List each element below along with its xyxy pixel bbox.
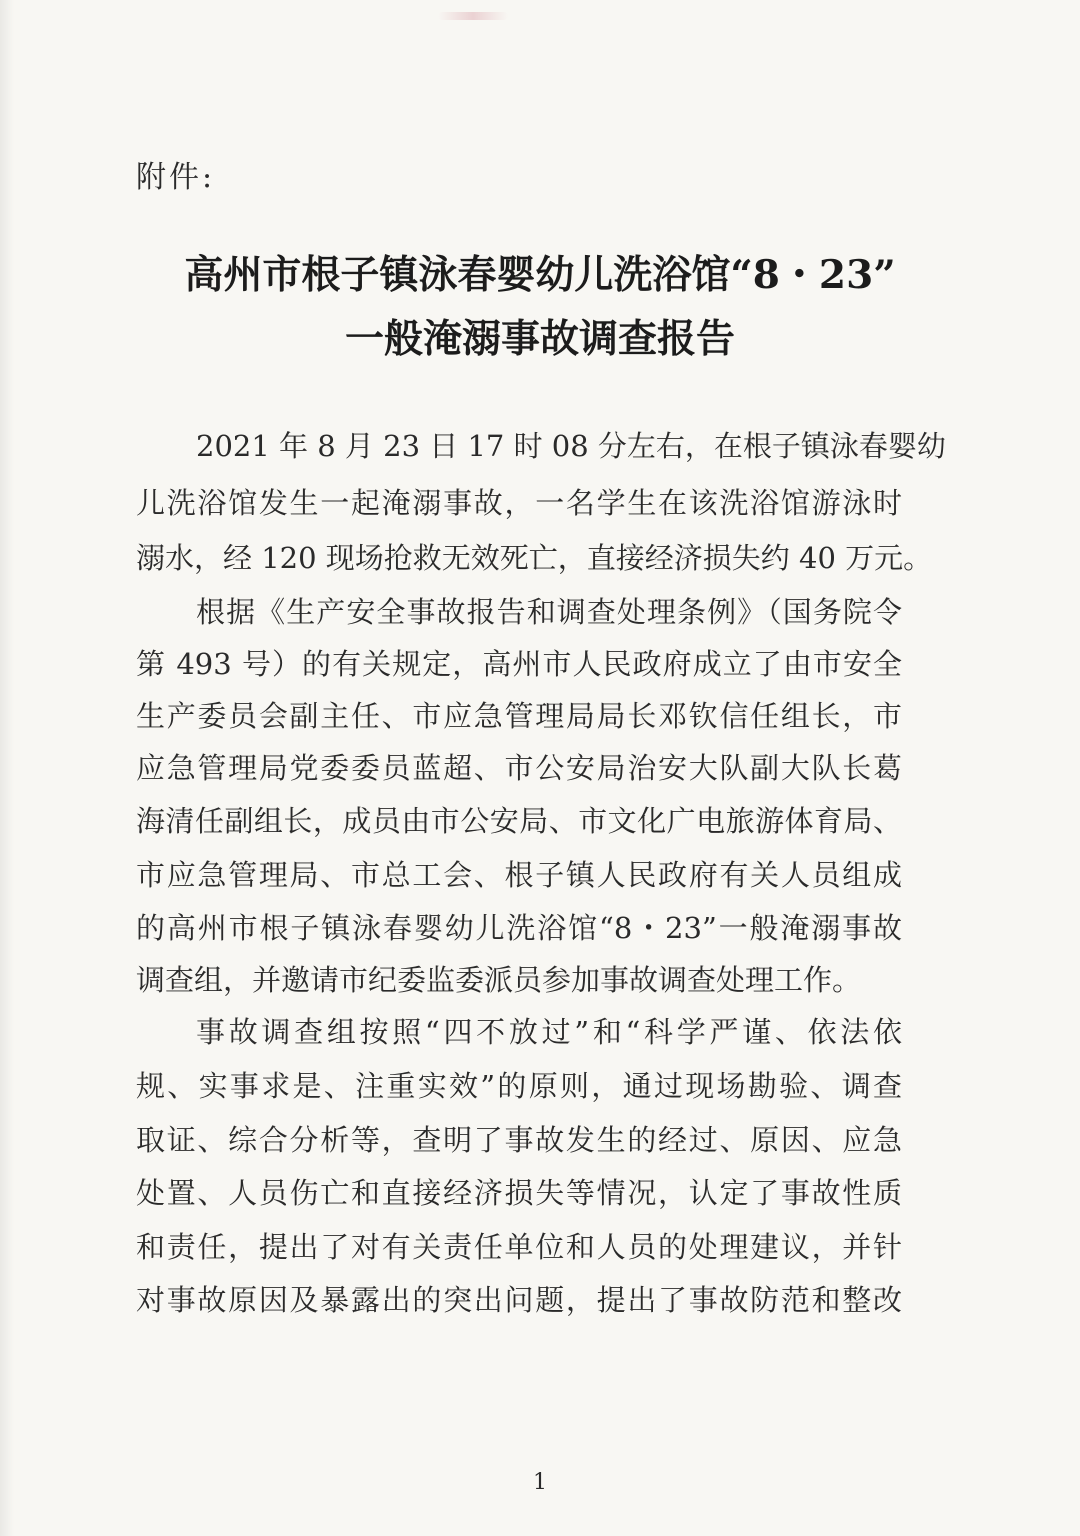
paragraph-3-line-1: 事故调查组按照“四不放过”和“科学严谨、依法依 [196, 1015, 902, 1049]
paragraph-2-line-3: 生产委员会副主任、市应急管理局局长邓钦信任组长，市 [136, 699, 902, 733]
paragraph-2-line-8: 调查组，并邀请市纪委监委派员参加事故调查处理工作。 [136, 963, 862, 997]
paragraph-2-line-2: 第 493 号）的有关规定，高州市人民政府成立了由市安全 [136, 647, 902, 681]
report-title-line-1: 高州市根子镇泳春婴幼儿洗浴馆“8・23” [184, 252, 896, 298]
paragraph-2-line-5: 海清任副组长，成员由市公安局、市文化广电旅游体育局、 [136, 804, 902, 838]
paragraph-3-line-4: 处置、人员伤亡和直接经济损失等情况，认定了事故性质 [136, 1176, 902, 1210]
paragraph-1-line-1: 2021 年 8 月 23 日 17 时 08 分左右，在根子镇泳春婴幼 [196, 429, 946, 463]
paragraph-3-line-3: 取证、综合分析等，查明了事故发生的经过、原因、应急 [136, 1123, 902, 1157]
page-number: 1 [533, 1470, 547, 1495]
stamp-mark [438, 12, 508, 20]
scan-edge-shadow [0, 0, 14, 1536]
paragraph-3-line-2: 规、实事求是、注重实效”的原则，通过现场勘验、调查 [136, 1069, 902, 1103]
paragraph-3-line-6: 对事故原因及暴露出的突出问题，提出了事故防范和整改 [136, 1283, 902, 1317]
paragraph-2-line-4: 应急管理局党委委员蓝超、市公安局治安大队副大队长葛 [136, 751, 902, 785]
report-title-line-2: 一般淹溺事故调查报告 [344, 316, 735, 362]
paragraph-3-line-5: 和责任，提出了对有关责任单位和人员的处理建议，并针 [136, 1230, 902, 1264]
paragraph-1-line-2: 儿洗浴馆发生一起淹溺事故，一名学生在该洗浴馆游泳时 [136, 486, 902, 520]
paragraph-1-line-3: 溺水，经 120 现场抢救无效死亡，直接经济损失约 40 万元。 [136, 541, 933, 575]
paragraph-2-line-7: 的高州市根子镇泳春婴幼儿洗浴馆“8・23”一般淹溺事故 [136, 911, 902, 945]
paragraph-2-line-1: 根据《生产安全事故报告和调查处理条例》（国务院令 [196, 595, 902, 629]
attachment-label: 附件: [136, 160, 216, 195]
paragraph-2-line-6: 市应急管理局、市总工会、根子镇人民政府有关人员组成 [136, 858, 902, 892]
